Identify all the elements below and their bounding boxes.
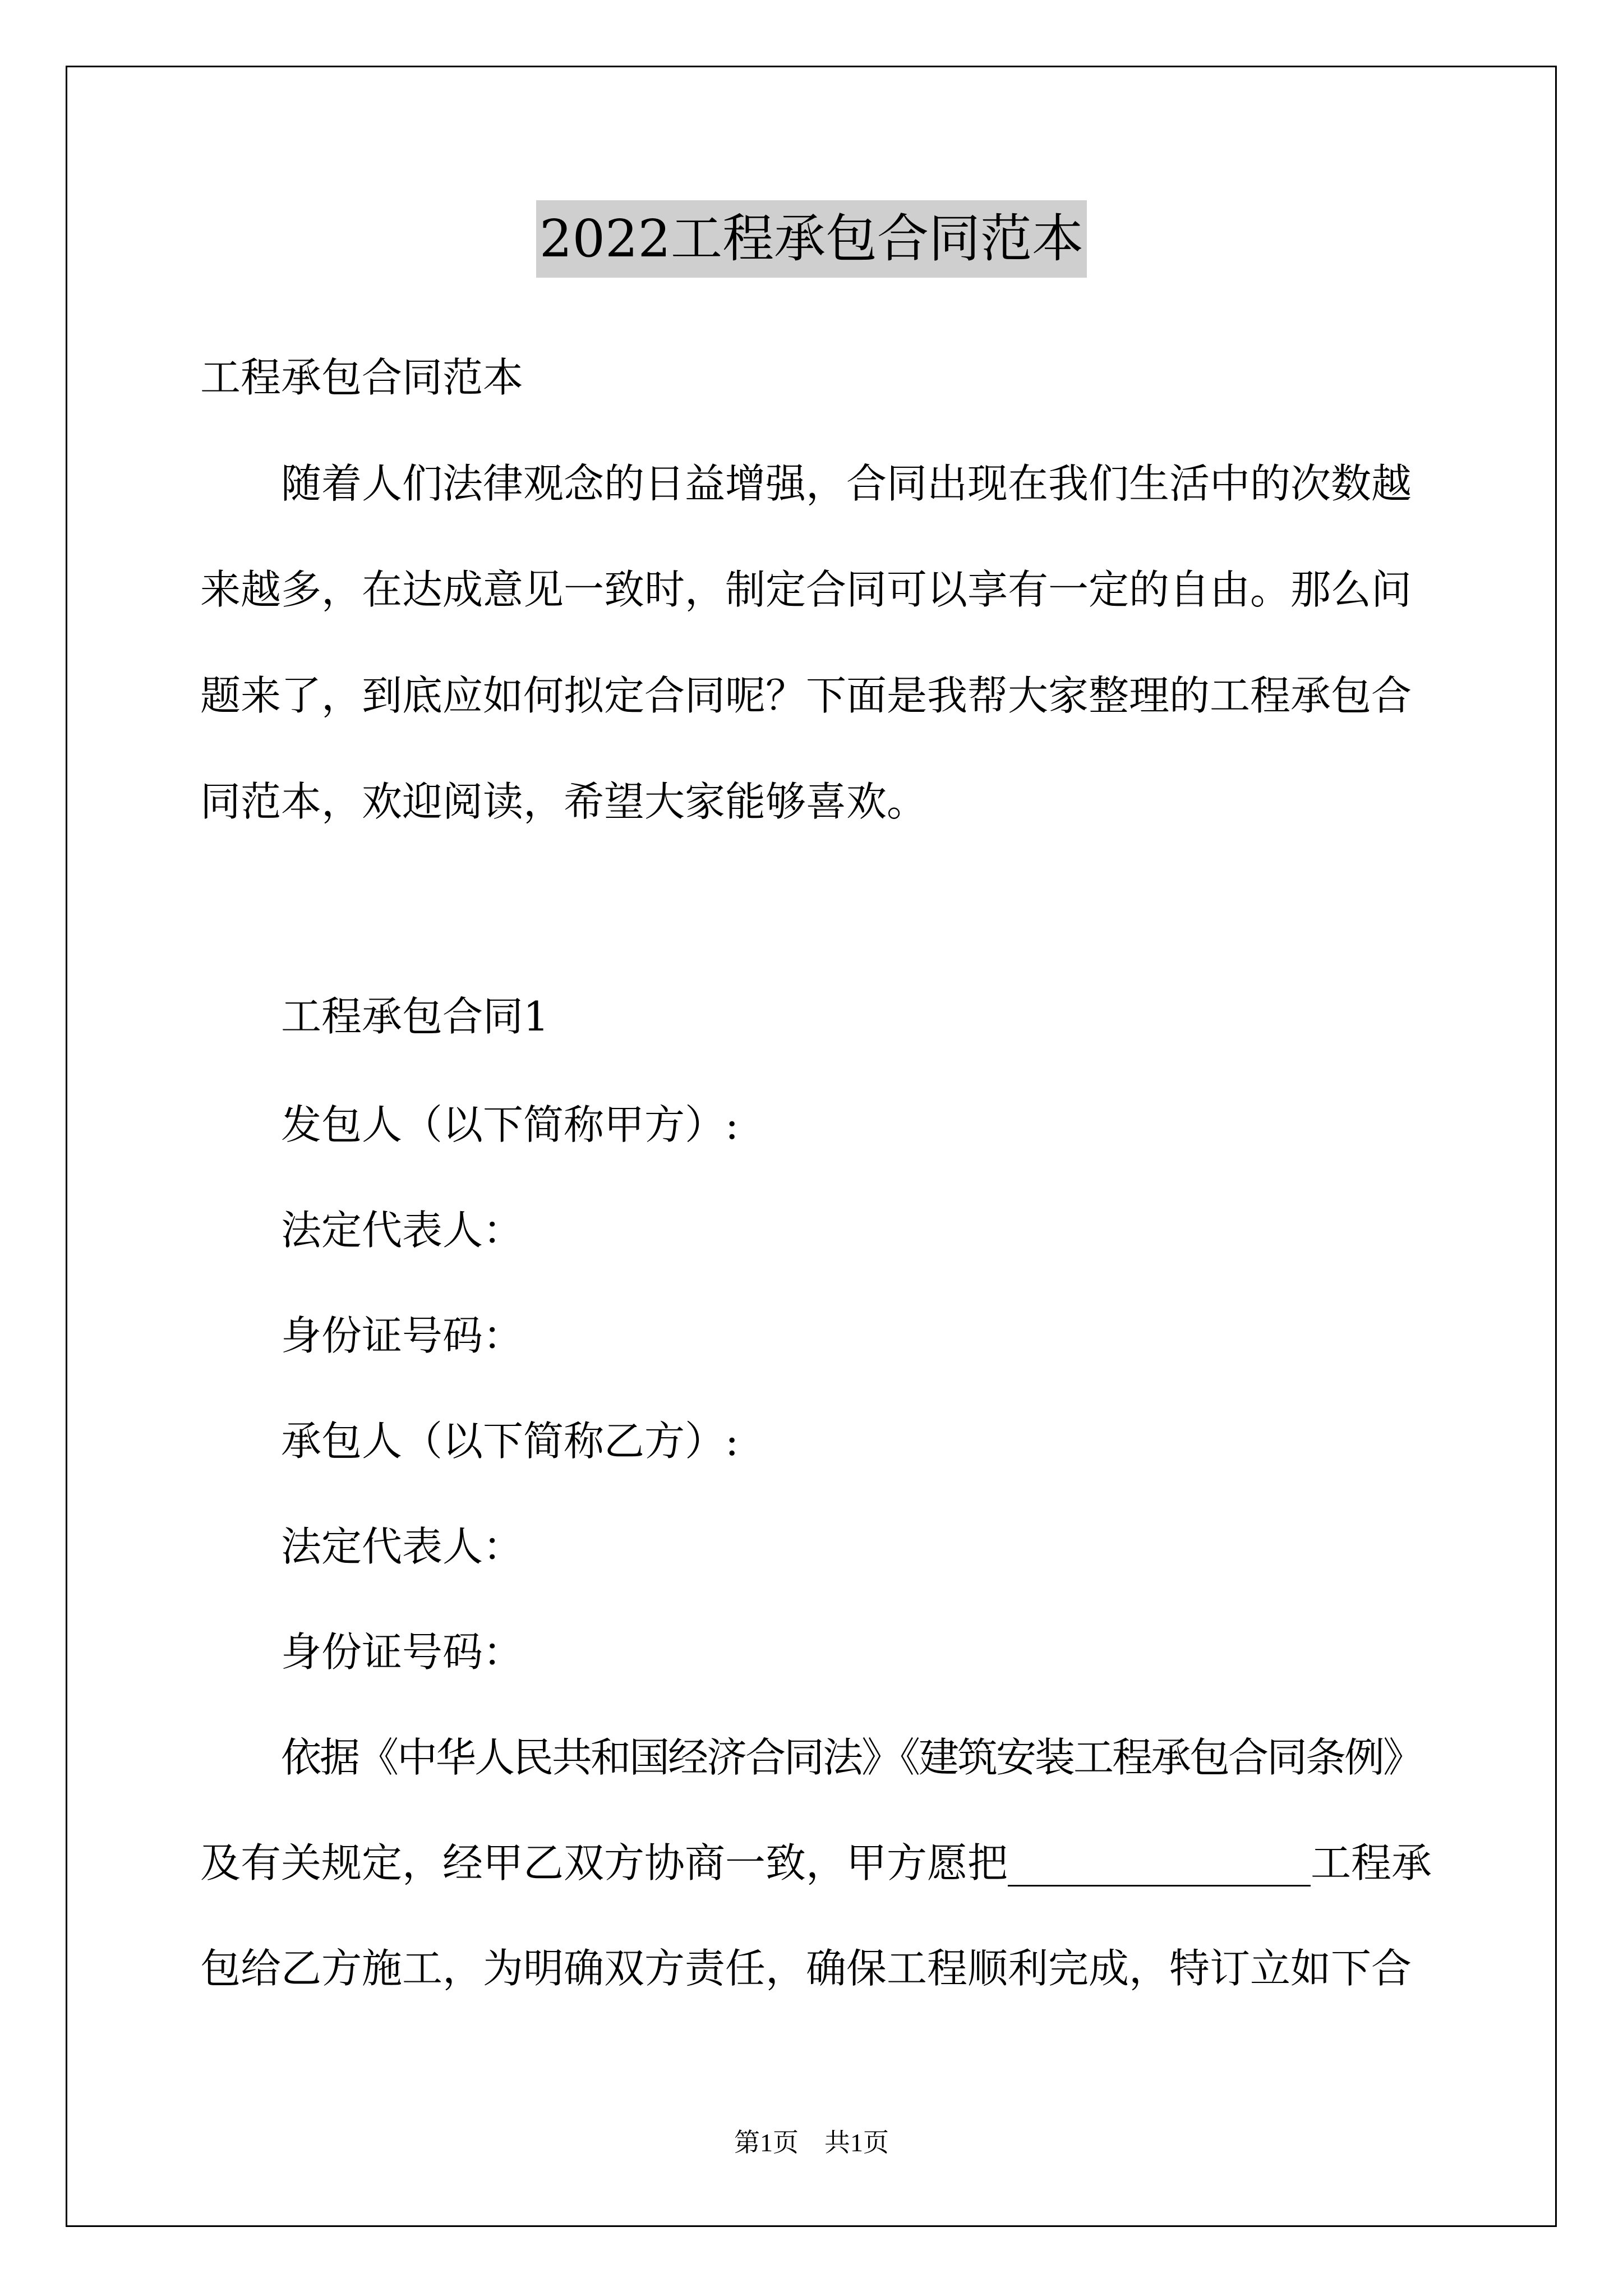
document-subtitle: 工程承包合同范本 <box>200 354 524 401</box>
basis-text-before-blank: 及有关规定，经甲乙双方协商一致，甲方愿把 <box>200 1839 1008 1887</box>
title-container <box>0 200 1623 278</box>
basis-paragraph-line <box>200 1839 1432 1887</box>
document-title: 2022工程承包合同范本 <box>536 200 1087 278</box>
page-total: 共1页 <box>824 2128 889 2157</box>
project-name-blank: _______________ <box>1008 1839 1311 1887</box>
intro-paragraph-line: 题来了，到底应如何拟定合同呢？下面是我帮大家整理的工程承包合 <box>200 672 1412 719</box>
basis-paragraph-line: 包给乙方施工，为明确双方责任，确保工程顺利完成，特订立如下合 <box>200 1945 1412 1992</box>
party-b-label: 承包人（以下简称乙方）: <box>281 1418 739 1465</box>
intro-paragraph-line: 来越多，在达成意见一致时，制定合同可以享有一定的自由。那么问 <box>200 566 1412 613</box>
intro-paragraph-line: 随着人们法律观念的日益增强，合同出现在我们生活中的次数越 <box>281 460 1412 507</box>
party-a-label: 发包人（以下简称甲方）: <box>281 1101 739 1148</box>
party-a-id-number: 身份证号码： <box>281 1312 524 1359</box>
basis-paragraph-line: 依据《中华人民共和国经济合同法》《建筑安装工程承包合同条例》 <box>281 1734 1422 1781</box>
intro-paragraph-line: 同范本，欢迎阅读，希望大家能够喜欢。 <box>200 778 928 825</box>
basis-text-after-blank: 工程承 <box>1311 1839 1432 1887</box>
page-number: 第1页 <box>734 2128 799 2157</box>
section-heading: 工程承包合同1 <box>281 993 549 1040</box>
party-b-id-number: 身份证号码： <box>281 1628 524 1676</box>
page-footer <box>0 2129 1623 2157</box>
party-b-representative: 法定代表人： <box>281 1523 524 1570</box>
party-a-representative: 法定代表人： <box>281 1207 524 1254</box>
